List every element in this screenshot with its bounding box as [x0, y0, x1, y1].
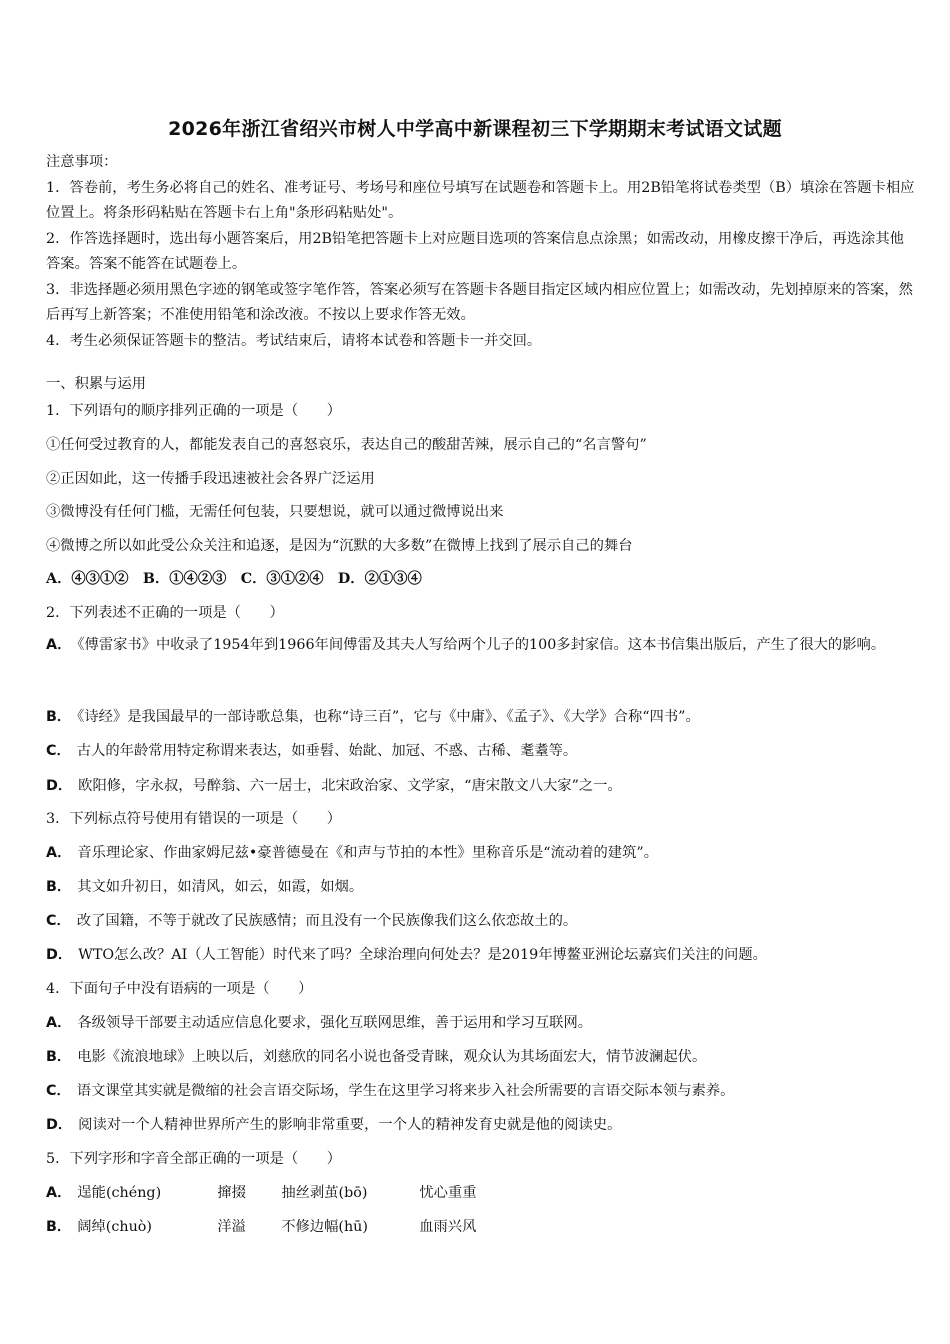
question-1-stem: 1．下列语句的顺序排列正确的一项是（ ）	[46, 403, 342, 419]
question-1-sentence: ④微博之所以如此受公众关注和追逐，是因为“沉默的大多数”在微博上找到了展示自己的舞台	[46, 538, 633, 554]
word: 抽丝剥茧(bō)	[281, 1185, 368, 1201]
option-label: B．	[46, 709, 72, 725]
option-text: WTO怎么改？AI（人工智能）时代来了吗？全球治理向何处去？是2019年博鳌亚洲论坛嘉宾们关注的问题。	[78, 947, 767, 963]
word: 撺掇	[217, 1185, 246, 1201]
question-1-sentence: ③微博没有任何门槛，无需任何包装，只要想说，就可以通过微博说出来	[46, 504, 504, 520]
question-3-option-c	[46, 910, 916, 930]
word: 逞能(chéng)	[77, 1185, 162, 1201]
notice-heading: 注意事项：	[46, 154, 118, 170]
notice-item: 2．作答选择题时，选出每小题答案后，用2B铅笔把答题卡上对应题目选项的答案信息点涂黑；如需改动，用橡皮擦干净后，再选涂其他答案。答案不能答在试题卷上。	[46, 230, 904, 272]
question-4-option-a	[46, 1012, 916, 1032]
question-2-stem: 2．下列表述不正确的一项是（ ）	[46, 605, 284, 621]
option-text: 《傅雷家书》中收录了1954年到1966年间傅雷及其夫人写给两个儿子的100多封家信。这本书信集出版后，产生了很大的影响。	[77, 637, 886, 653]
word: 阔绰(chuò)	[77, 1219, 152, 1235]
option-text: 其文如升初日，如清风，如云，如霞，如烟。	[77, 879, 364, 895]
question-4-stem: 4．下面句子中没有语病的一项是（ ）	[46, 981, 313, 997]
question-5-stem: 5．下列字形和字音全部正确的一项是（ ）	[46, 1151, 342, 1167]
option-text: 欧阳修，字永叔，号醉翁、六一居士，北宋政治家、文学家，“唐宋散文八大家”之一。	[78, 778, 622, 794]
option-label: B．	[46, 879, 72, 895]
option-text: 音乐理论家、作曲家姆尼兹•豪普德曼在《和声与节拍的本性》里称音乐是“流动着的建筑”。	[77, 845, 658, 861]
option-label: D．	[46, 1117, 73, 1133]
option-label: A．	[46, 845, 72, 861]
question-2-option-d	[46, 775, 916, 795]
question-1-sentence: ②正因如此，这一传播手段迅速被社会各界广泛运用	[46, 471, 375, 487]
option-label: A．	[46, 1185, 72, 1201]
option-label: C．	[46, 743, 71, 759]
notice-item: 3．非选择题必须用黑色字迹的钢笔或签字笔作答，答案必须写在答题卡各题目指定区域内相应位置上；如需改动，先划掉原来的答案，然后再写上新答案；不准使用铅笔和涂改液。不按以上要求作答无效。	[46, 281, 913, 323]
notice-item: 1．答卷前，考生务必将自己的姓名、准考证号、考场号和座位号填写在试题卷和答题卡上。用2B铅笔将试卷类型（B）填涂在答题卡相应位置上。将条形码粘贴在答题卡右上角"条形码粘贴处"。	[46, 179, 915, 221]
question-4-option-c	[46, 1080, 916, 1100]
question-2-option-c	[46, 740, 916, 760]
question-3-option-d	[46, 944, 916, 964]
question-3-stem: 3．下列标点符号使用有错误的一项是（ ）	[46, 811, 342, 827]
option-text: 各级领导干部要主动适应信息化要求，强化互联网思维，善于运用和学习互联网。	[77, 1015, 593, 1031]
section-heading: 一、积累与运用	[46, 376, 147, 392]
option-label: B．	[46, 1219, 72, 1235]
question-1-sentence: ①任何受过教育的人，都能发表自己的喜怒哀乐，表达自己的酸甜苦辣，展示自己的“名言警句”	[46, 437, 647, 453]
word: 忧心重重	[419, 1185, 477, 1201]
option-text: 电影《流浪地球》上映以后，刘慈欣的同名小说也备受青睐，观众认为其场面宏大，情节波澜起伏。	[77, 1049, 707, 1065]
option-text: 阅读对一个人精神世界所产生的影响非常重要，一个人的精神发育史就是他的阅读史。	[78, 1117, 622, 1133]
question-1-options: A．④③①② B．①④②③ C．③①②④ D．②①③④	[46, 571, 422, 587]
question-4-option-b	[46, 1046, 916, 1066]
notice-item: 4．考生必须保证答题卡的整洁。考试结束后，请将本试卷和答题卡一并交回。	[46, 332, 542, 349]
option-text: 古人的年龄常用特定称谓来表达，如垂髫、始龀、加冠、不惑、古稀、耄耋等。	[76, 743, 578, 759]
page-title: 2026年浙江省绍兴市树人中学高中新课程初三下学期期末考试语文试题	[168, 118, 782, 140]
option-text: 《诗经》是我国最早的一部诗歌总集，也称“诗三百”，它与《中庸》、《孟子》、《大学》合称“四书”。	[77, 709, 700, 725]
option-label: A．	[46, 1015, 72, 1031]
option-label: B．	[46, 1049, 72, 1065]
word: 洋溢	[217, 1219, 246, 1235]
option-text: 语文课堂其实就是微缩的社会言语交际场，学生在这里学习将来步入社会所需要的言语交际本领与素养。	[76, 1083, 735, 1099]
option-label: A．	[46, 637, 72, 653]
word: 不修边幅(hū)	[281, 1219, 368, 1235]
option-label: C．	[46, 913, 71, 929]
question-2-option-b	[46, 706, 916, 726]
notice-block	[46, 150, 916, 354]
option-text: 改了国籍，不等于就改了民族感情；而且没有一个民族像我们这么依恋故土的。	[76, 913, 578, 929]
question-3-option-a	[46, 842, 916, 862]
option-label: D．	[46, 947, 73, 963]
question-3-option-b	[46, 876, 916, 896]
question-5-option-a	[46, 1182, 916, 1202]
option-label: C．	[46, 1083, 71, 1099]
option-label: D．	[46, 778, 73, 794]
word: 血雨兴风	[419, 1219, 477, 1235]
question-5-option-b	[46, 1216, 916, 1236]
question-2-option-a	[46, 626, 916, 664]
question-4-option-d	[46, 1114, 916, 1134]
